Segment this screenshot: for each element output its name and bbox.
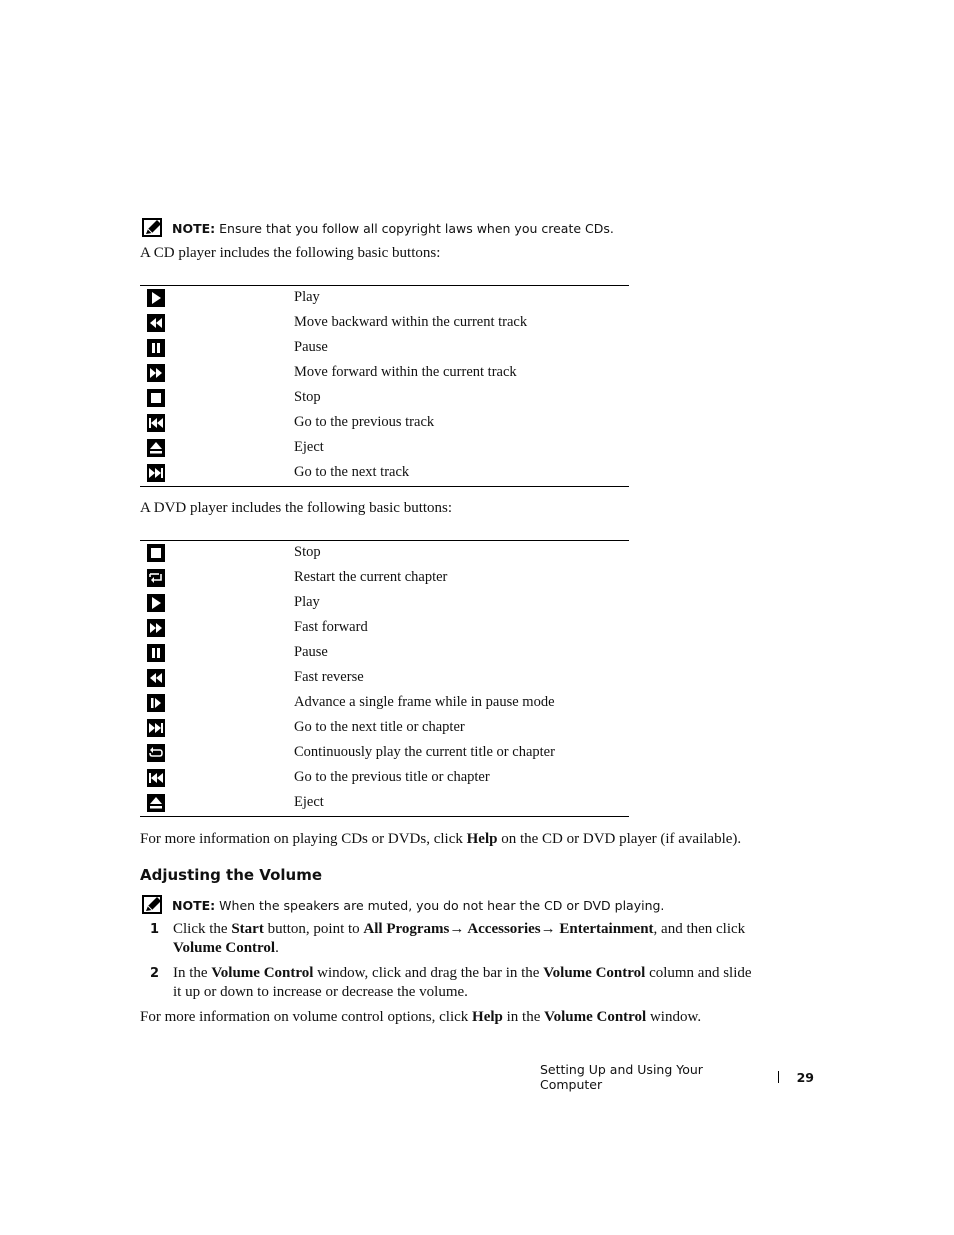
- dvd-intro: A DVD player includes the following basic buttons:: [140, 500, 453, 516]
- page-footer: [540, 1062, 814, 1092]
- cd-button-row: [140, 361, 629, 386]
- dvd-button-row: [140, 716, 629, 741]
- cd-button-row: [140, 411, 629, 436]
- cd-button-row: [140, 336, 629, 361]
- rewind-icon: [147, 669, 165, 687]
- dvd-button-row: [140, 691, 629, 716]
- button-description: Pause: [294, 644, 328, 660]
- button-description: Fast reverse: [294, 669, 364, 685]
- cd-buttons-table: [140, 285, 629, 487]
- button-description: Continuously play the current title or chapter: [294, 744, 555, 760]
- eject-icon: [147, 794, 165, 812]
- button-description: Pause: [294, 339, 328, 355]
- fast-forward-icon: [147, 364, 165, 382]
- fast-forward-icon: [147, 619, 165, 637]
- play-icon: [147, 289, 165, 307]
- cd-button-row: [140, 311, 629, 336]
- dvd-button-row: [140, 666, 629, 691]
- text: on the CD or DVD player (if available).: [497, 831, 742, 847]
- button-description: Go to the next title or chapter: [294, 719, 465, 735]
- pause-icon: [147, 339, 165, 357]
- button-description: Restart the current chapter: [294, 569, 448, 585]
- button-description: Stop: [294, 544, 321, 560]
- cd-button-row: [140, 461, 629, 486]
- button-description: Eject: [294, 794, 324, 810]
- previous-track-icon: [147, 769, 165, 787]
- button-description: Go to the next track: [294, 464, 410, 480]
- dvd-button-row: [140, 791, 629, 816]
- button-description: Go to the previous track: [294, 414, 435, 430]
- help-term: Help: [466, 831, 498, 847]
- button-description: Fast forward: [294, 619, 368, 635]
- more-info-cd: [140, 830, 741, 849]
- restart-chapter-icon: [147, 569, 165, 587]
- button-description: Play: [294, 289, 320, 305]
- note-text: When the speakers are muted, you do not hear the CD or DVD playing.: [219, 897, 665, 913]
- note-copyright: [142, 218, 614, 238]
- more-info-volume: For more information on volume control options, click Help in the Volume Control window.: [140, 1009, 702, 1025]
- button-description: Stop: [294, 389, 321, 405]
- step-number: 2: [150, 966, 160, 981]
- frame-advance-icon: [147, 694, 165, 712]
- dvd-button-row: [140, 616, 629, 641]
- dvd-buttons-table: [140, 540, 629, 817]
- dvd-button-row: [140, 741, 629, 766]
- button-description: Go to the previous title or chapter: [294, 769, 490, 785]
- eject-icon: [147, 439, 165, 457]
- text: For more information on playing CDs or DVDs, click: [140, 831, 467, 847]
- dvd-button-row: [140, 591, 629, 616]
- dvd-button-row: [140, 641, 629, 666]
- pencil-note-icon: [142, 218, 164, 238]
- cd-intro: A CD player includes the following basic buttons:: [140, 245, 441, 261]
- cd-button-row: [140, 436, 629, 461]
- footer-separator: [778, 1071, 779, 1083]
- pause-icon: [147, 644, 165, 662]
- dvd-button-row: [140, 566, 629, 591]
- page-number: 29: [796, 1069, 814, 1085]
- previous-track-icon: [147, 414, 165, 432]
- repeat-icon: [147, 744, 165, 762]
- rewind-icon: [147, 314, 165, 332]
- stop-icon: [147, 544, 165, 562]
- button-description: Advance a single frame while in pause mode: [294, 694, 555, 710]
- play-icon: [147, 594, 165, 612]
- section-heading: Adjusting the Volume: [140, 866, 323, 884]
- next-track-icon: [147, 464, 165, 482]
- step-text: In the Volume Control window, click and drag the bar in the Volume Control column and slide it up or down to increase or decrease the volume.: [173, 965, 752, 1000]
- button-description: Move forward within the current track: [294, 364, 517, 380]
- note-label: NOTE:: [172, 220, 216, 236]
- step-number: 1: [150, 922, 160, 937]
- note-muted: [142, 895, 664, 915]
- note-label: NOTE:: [172, 897, 216, 913]
- stop-icon: [147, 389, 165, 407]
- dvd-button-row: [140, 766, 629, 791]
- footer-section: Setting Up and Using Your Computer: [540, 1062, 703, 1092]
- cd-button-row: [140, 286, 629, 311]
- next-track-icon: [147, 719, 165, 737]
- note-text: Ensure that you follow all copyright laws when you create CDs.: [219, 220, 614, 236]
- button-description: Move backward within the current track: [294, 314, 528, 330]
- cd-button-row: [140, 386, 629, 411]
- button-description: Eject: [294, 439, 324, 455]
- dvd-button-row: [140, 541, 629, 566]
- step-text: Click the Start button, point to All Programs→ Accessories→ Entertainment, and then click Volume Control.: [173, 921, 746, 956]
- button-description: Play: [294, 594, 320, 610]
- pencil-note-icon: [142, 895, 164, 915]
